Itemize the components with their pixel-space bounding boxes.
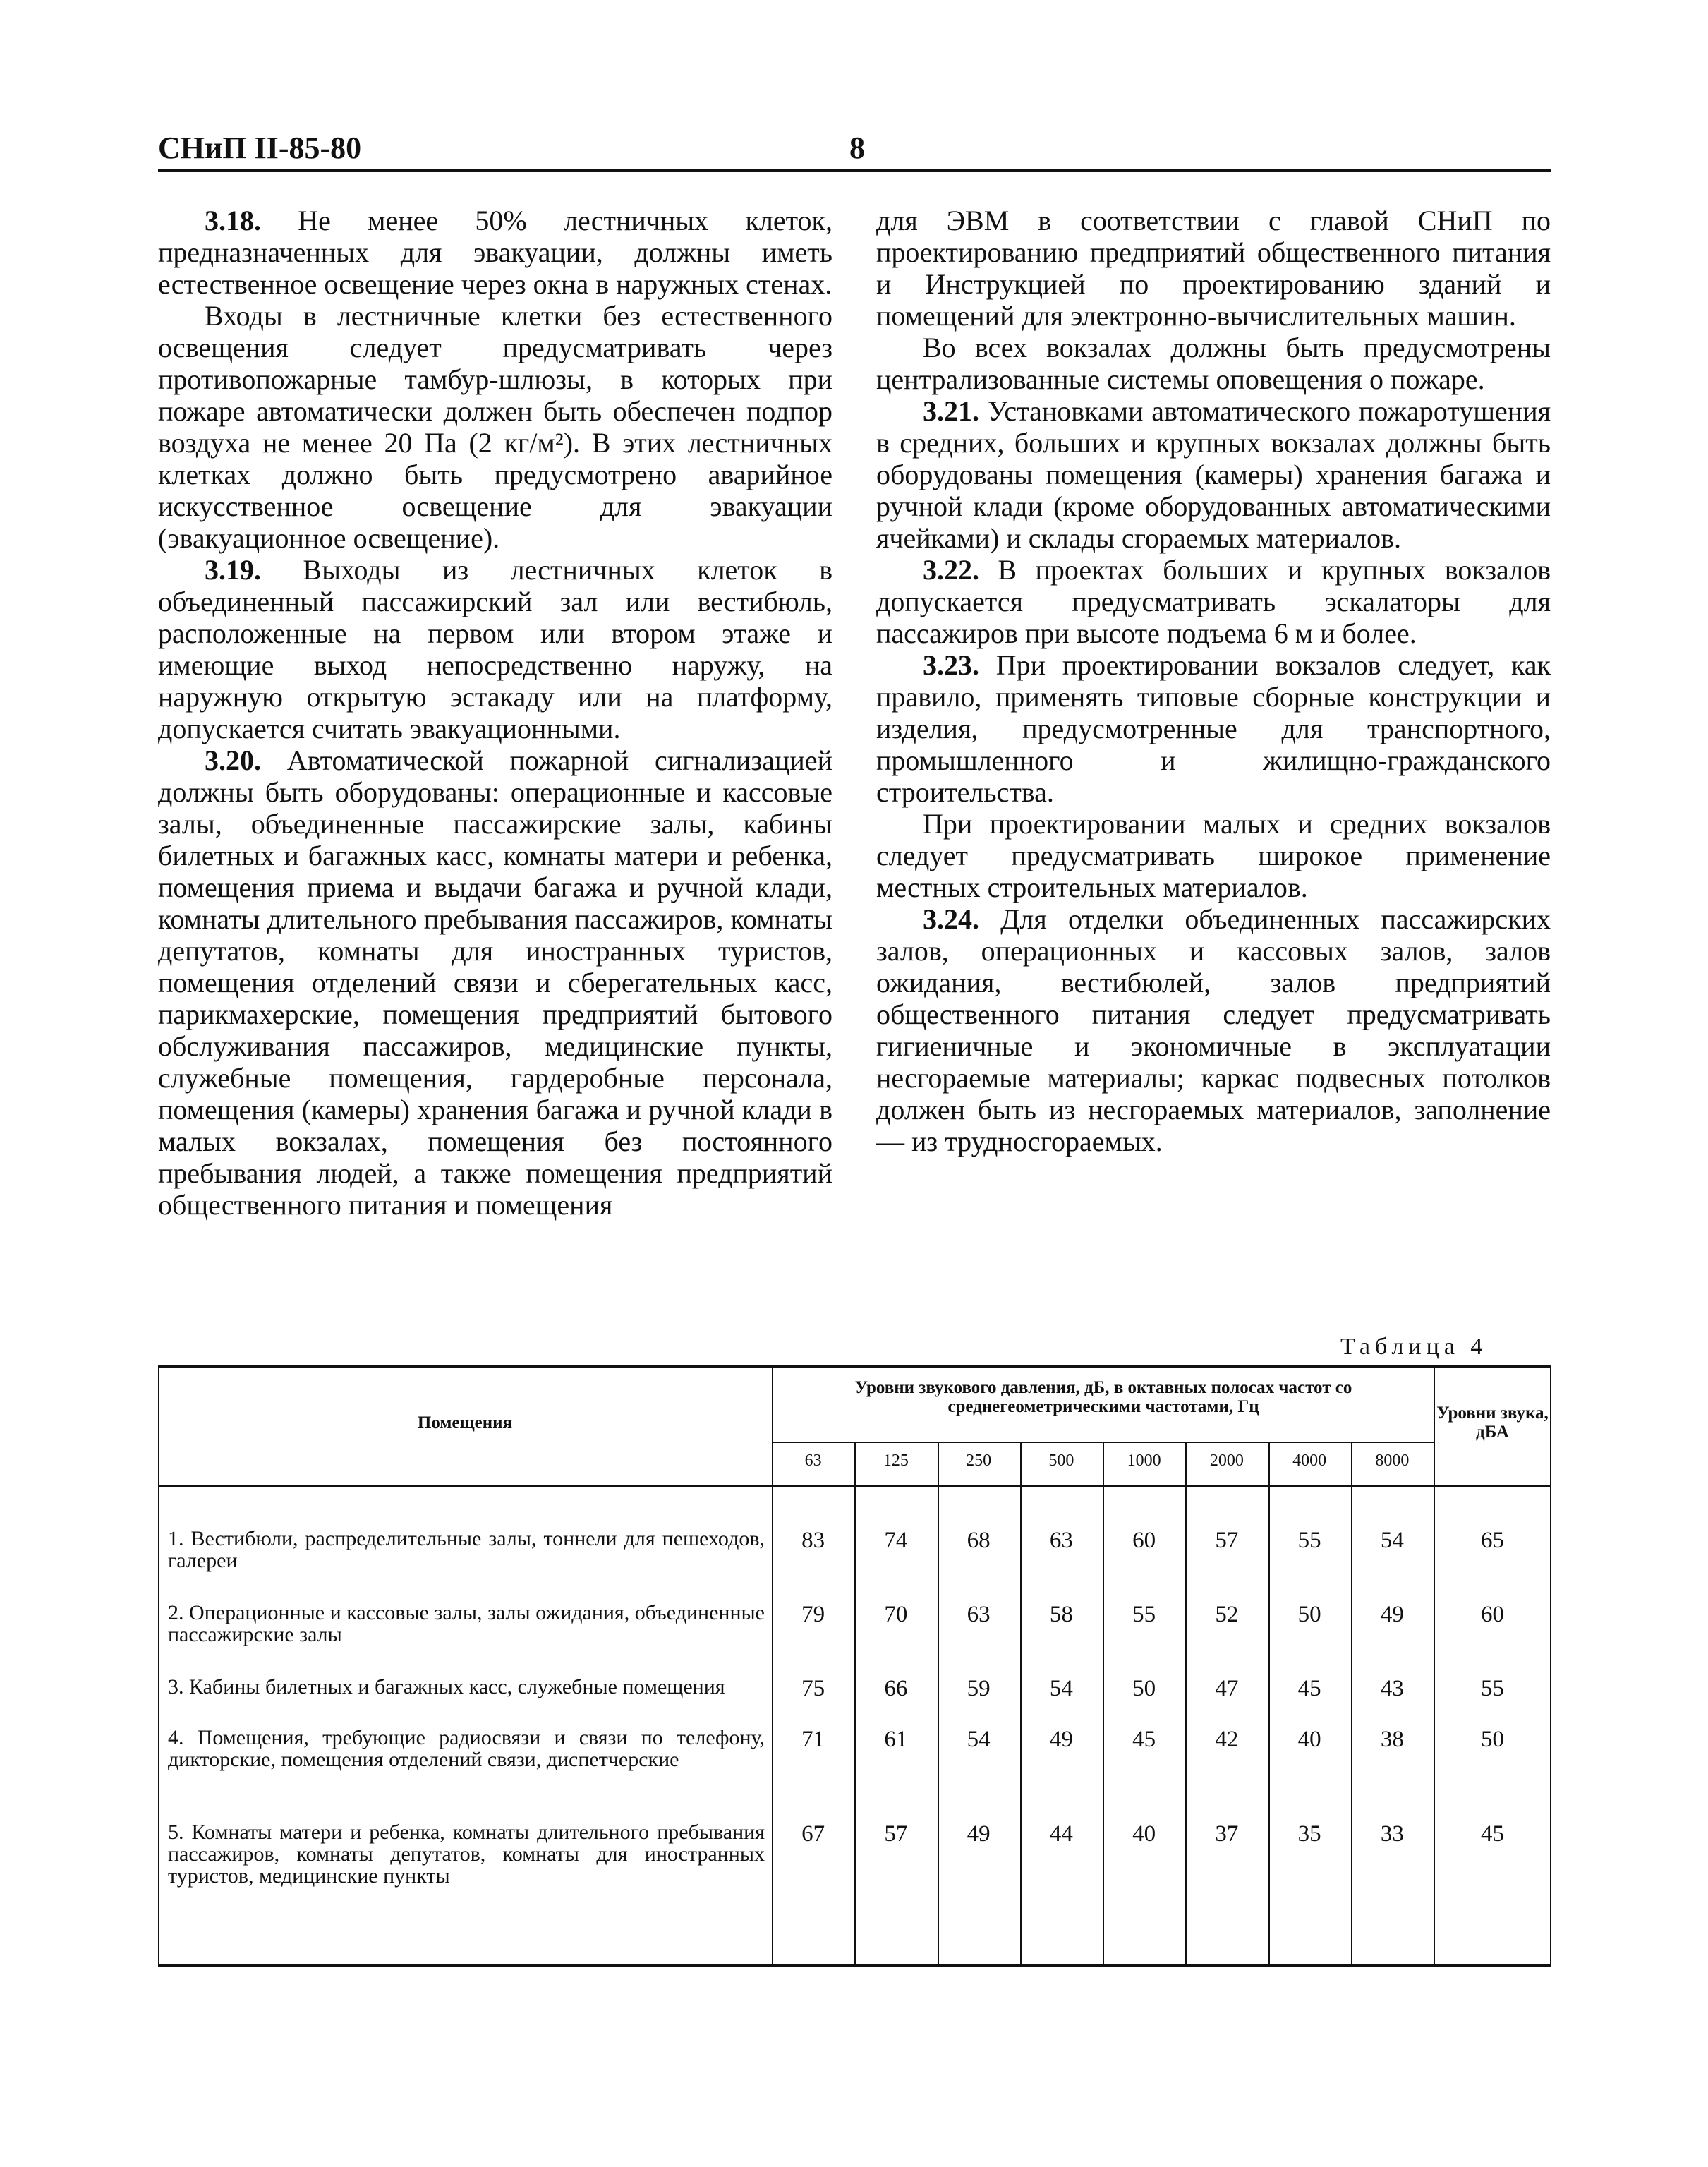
table-cell-value: 33	[1380, 1821, 1404, 1847]
table-row-room: 4. Помещения, требующие радиосвязи и связи по телефону, дикторские, помещения отделений связи, диспетчерские	[168, 1726, 765, 1771]
paragraph-text: Выходы из лестничных клеток в объединенный пассажирский зал или вестибюль, расположенные на первом или втором этаже и имеющие выход непосредственно наружу, на наружную открытую эстакаду или на платформу, допускается считать эвакуационными.	[158, 554, 832, 744]
table-cell-value: 44	[1049, 1821, 1073, 1847]
frequency-header: 8000	[1375, 1451, 1410, 1470]
table-cell-value: 37	[1215, 1821, 1239, 1847]
section-number: 3.23.	[923, 649, 979, 681]
table-cell-value: 83	[801, 1528, 825, 1553]
paragraph	[876, 808, 1551, 903]
table-cell-value: 50	[1297, 1602, 1321, 1627]
table-row-room: 2. Операционные и кассовые залы, залы ожидания, объединенные пассажирские залы	[168, 1601, 765, 1646]
paragraph	[876, 332, 1551, 395]
table-cell-value: 55	[1297, 1528, 1321, 1553]
section-number: 3.19.	[205, 554, 261, 586]
table-vline	[1268, 1442, 1270, 1967]
table-cell-value: 63	[967, 1602, 991, 1627]
table-cell-dba: 60	[1481, 1602, 1504, 1627]
frequency-header: 1000	[1127, 1451, 1161, 1470]
page-number: 8	[849, 131, 865, 165]
table-cell-value: 40	[1132, 1821, 1156, 1847]
section-number: 3.24.	[923, 903, 979, 935]
section-number: 3.22.	[923, 554, 979, 586]
table-cell-value: 40	[1297, 1727, 1321, 1752]
frequency-header: 125	[883, 1451, 909, 1470]
table-cell-value: 66	[884, 1676, 908, 1701]
frequency-header: 63	[804, 1451, 822, 1470]
table-cell-dba: 45	[1481, 1821, 1504, 1847]
table-cell-value: 52	[1215, 1602, 1239, 1627]
header-sound-levels: Уровни звукового давления, дБ, в октавных полосах частот со среднегеометрическими частотами, Гц	[854, 1378, 1352, 1416]
table-cell-value: 55	[1132, 1602, 1156, 1627]
table-cell-value: 63	[1049, 1528, 1073, 1553]
paragraph	[876, 395, 1551, 554]
table-cell-value: 60	[1132, 1528, 1156, 1553]
table-vline	[938, 1442, 939, 1967]
paragraph	[876, 903, 1551, 1157]
table-cell-value: 54	[967, 1727, 991, 1752]
table-cell-value: 49	[1380, 1602, 1404, 1627]
table-row-room: 5. Комнаты матери и ребенка, комнаты длительного пребывания пассажиров, комнаты депутатов, комнаты для иностранных туристов, медицинские пункты	[168, 1821, 765, 1888]
paragraph-text: Автоматической пожарной сигнализацией должны быть оборудованы: операционные и кассовые залы, объединенные пассажирские залы, кабины билетных и багажных касс, комнаты матери и ребенка, помещения приема и выдачи багажа и ручной клади, комнаты длительного пребывания пассажиров, комнаты депутатов, комнаты для иностранных туристов, помещения отделений связи и сберегательных касс, парикмахерские, помещения предприятий бытового обслуживания пассажиров, медицинские пункты, служебные помещения, гардеробные персонала, помещения (камеры) хранения багажа и ручной клади в малых вокзалах, помещения без постоянного пребывания людей, а также помещения предприятий общественного питания и помещения	[158, 744, 832, 1221]
frequency-header: 2000	[1209, 1451, 1244, 1470]
left-text-column	[158, 205, 832, 1221]
table-cell-value: 45	[1297, 1676, 1321, 1701]
table-cell-value: 43	[1380, 1676, 1404, 1701]
paragraph	[158, 205, 832, 300]
table-cell-dba: 55	[1481, 1676, 1504, 1701]
frequency-header: 4000	[1292, 1451, 1327, 1470]
table-cell-dba: 65	[1481, 1528, 1504, 1553]
paragraph	[158, 744, 832, 1221]
paragraph	[876, 649, 1551, 808]
page-header	[158, 130, 1551, 172]
frequency-header: 250	[966, 1451, 992, 1470]
paragraph	[158, 554, 832, 744]
table-cell-value: 49	[967, 1821, 991, 1847]
paragraph-text: Во всех вокзалах должны быть предусмотрены централизованные системы оповещения о пожаре.	[876, 332, 1551, 395]
table-cell-value: 35	[1297, 1821, 1321, 1847]
table-cell-value: 54	[1380, 1528, 1404, 1553]
paragraph	[876, 554, 1551, 649]
table-cell-value: 68	[967, 1528, 991, 1553]
section-number: 3.21.	[923, 395, 979, 427]
paragraph-text: Для отделки объединенных пассажирских залов, операционных и кассовых залов, залов ожидания, вестибюлей, залов предприятий общественного питания следует предусматривать гигиеничные и экономичные в эксплуатации несгораемые материалы; каркас подвесных потолков должен быть из несгораемых материалов, заполнение — из трудносгораемых.	[876, 903, 1551, 1157]
table-cell-value: 57	[1215, 1528, 1239, 1553]
table-cell-value: 74	[884, 1528, 908, 1553]
table-cell-value: 38	[1380, 1727, 1404, 1752]
frequency-header: 500	[1048, 1451, 1074, 1470]
table-vline	[158, 1365, 159, 1967]
paragraph-text: Входы в лестничные клетки без естественного освещения следует предусматривать через противопожарные тамбур-шлюзы, в которых при пожаре автоматически должен быть обеспечен подпор воздуха не менее 20 Па (2 кг/м²). В этих лестничных клетках должно быть предусмотрено аварийное искусственное освещение для эвакуации (эвакуационное освещение).	[158, 300, 832, 554]
paragraph-text: Не менее 50% лестничных клеток, предназначенных для эвакуации, должны иметь естественное освещение через окна в наружных стенах.	[158, 205, 832, 300]
right-text-column	[876, 205, 1551, 1157]
table-cell-value: 67	[801, 1821, 825, 1847]
table-row-room: 3. Кабины билетных и багажных касс, служебные помещения	[168, 1675, 725, 1698]
paragraph-text: для ЭВМ в соответствии с главой СНиП по проектированию предприятий общественного питания и Инструкцией по проектированию зданий и помещений для электронно-вычислительных машин.	[876, 205, 1551, 332]
table-vline	[1185, 1442, 1187, 1967]
table-cell-value: 57	[884, 1821, 908, 1847]
table-vline	[1550, 1365, 1551, 1967]
table-cell-value: 45	[1132, 1727, 1156, 1752]
header-dba: Уровни звука, дБА	[1436, 1404, 1549, 1442]
table-vline	[1351, 1442, 1352, 1967]
table-cell-value: 59	[967, 1676, 991, 1701]
table-cell-value: 50	[1132, 1676, 1156, 1701]
table-cell-value: 70	[884, 1602, 908, 1627]
table-vline	[1434, 1365, 1435, 1967]
paragraph-text: Установками автоматического пожаротушения в средних, больших и крупных вокзалах должны быть оборудованы помещения (камеры) хранения багажа и ручной клади (кроме оборудованных автоматическими ячейками) и склады сгораемых материалов.	[876, 395, 1551, 554]
document-code: СНиП II-85-80	[158, 131, 362, 165]
table-row-room: 1. Вестибюли, распределительные залы, тоннели для пешеходов, галереи	[168, 1527, 765, 1572]
table-top-border	[158, 1365, 1551, 1368]
table-cell-value: 75	[801, 1676, 825, 1701]
paragraph-text: При проектировании малых и средних вокзалов следует предусматривать широкое применение местных строительных материалов.	[876, 808, 1551, 903]
table-vline	[1103, 1442, 1104, 1967]
table-caption: Таблица 4	[1340, 1334, 1488, 1360]
paragraph	[158, 300, 832, 554]
noise-levels-table	[158, 1365, 1551, 1967]
table-cell-value: 42	[1215, 1727, 1239, 1752]
paragraph-text: При проектировании вокзалов следует, как правило, применять типовые сборные конструкции и изделия, предусмотренные для транспортного, промышленного и жилищно-гражданского строительства.	[876, 649, 1551, 808]
table-cell-value: 79	[801, 1602, 825, 1627]
header-rooms: Помещения	[417, 1413, 513, 1432]
section-number: 3.20.	[205, 744, 261, 776]
table-vline	[1020, 1442, 1022, 1967]
table-cell-value: 49	[1049, 1727, 1073, 1752]
table-cell-value: 71	[801, 1727, 825, 1752]
paragraph	[876, 205, 1551, 332]
table-cell-value: 47	[1215, 1676, 1239, 1701]
table-vline	[854, 1442, 856, 1967]
table-cell-value: 61	[884, 1727, 908, 1752]
paragraph-text: В проектах больших и крупных вокзалов допускается предусматривать эскалаторы для пассажиров при высоте подъема 6 м и более.	[876, 554, 1551, 649]
table-cell-dba: 50	[1481, 1727, 1504, 1752]
section-number: 3.18.	[205, 205, 261, 236]
table-cell-value: 54	[1049, 1676, 1073, 1701]
table-cell-value: 58	[1049, 1602, 1073, 1627]
